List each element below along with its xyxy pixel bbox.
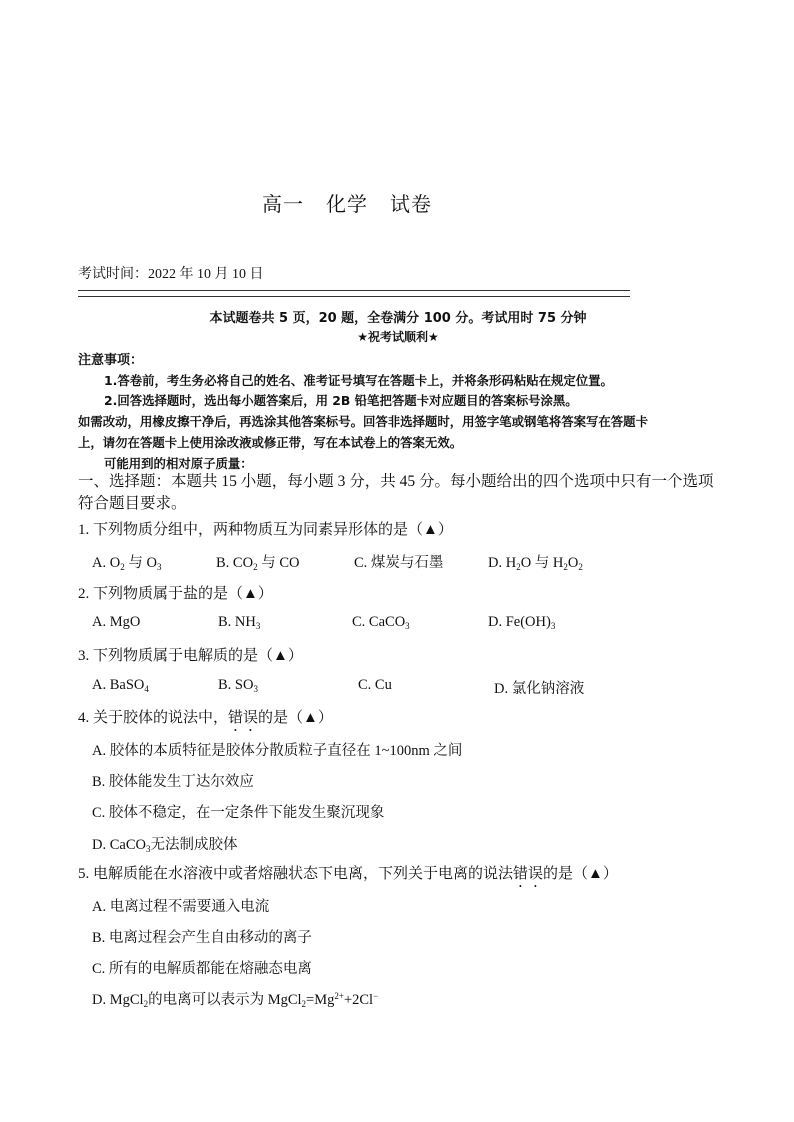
q4-option-d: D. CaCO$_3$无法制成胶体 [92, 837, 238, 854]
q1-option-d: D. $H_2O$ 与 $H_2O_2$ [488, 555, 583, 572]
exam-time: 考试时间：2022 年 10 月 10 日 [78, 267, 264, 282]
q4-option-a: A. 胶体的本质特征是胶体分散质粒子直径在 1~100nm 之间 [92, 743, 463, 759]
q5-option-b: B. 电离过程会产生自由移动的离子 [92, 930, 312, 946]
option-text: 无法制成胶体 [150, 837, 238, 853]
title-part: 高一 [262, 194, 304, 216]
question-5-stem [78, 862, 618, 891]
question-1-stem: 1. 下列物质分组中，两种物质互为同素异形体的是（▲） [78, 522, 453, 538]
question-3-stem: 3. 下列物质属于电解质的是（▲） [78, 648, 303, 664]
q1-option-c: C. 煤炭与石墨 [354, 555, 444, 571]
q5-option-a: A. 电离过程不需要通入电流 [92, 899, 270, 915]
question-2-stem: 2. 下列物质属于盐的是（▲） [78, 586, 273, 602]
q3-option-a: A. BaSO$_4$ [92, 677, 149, 694]
notice-line: 上，请勿在答题卡上使用涂改液或修正带，写在本试卷上的答案无效。 [78, 435, 463, 450]
emphasis-text: 错误 [228, 710, 259, 726]
stem-text: 5. 电解质能在水溶液中或者熔融状态下电离，下列关于电离的说法 [78, 866, 514, 882]
q2-option-a: A. MgO [92, 614, 141, 630]
stem-text: 的是（▲） [543, 866, 618, 882]
title-part: 化学 [326, 194, 368, 216]
q4-option-c: C. 胶体不稳定，在一定条件下能发生聚沉现象 [92, 805, 385, 821]
emphasis-text: 错误 [513, 866, 544, 882]
q1-option-a: A. $O_2$ 与 $O_3$ [92, 555, 162, 572]
notice-heading: 注意事项： [78, 353, 144, 368]
stem-text: 4. 关于胶体的说法中， [78, 710, 229, 726]
exam-info: 本试题卷共 5 页，20 题，全卷满分 100 分。考试用时 75 分钟 [209, 311, 587, 326]
notice-line: 1.答卷前，考生务必将自己的姓名、准考证号填写在答题卡上，并将条形码粘贴在规定位置。 [104, 373, 613, 388]
stem-text: 的是（▲） [258, 710, 333, 726]
q3-option-b: B. $SO_3$ [218, 677, 258, 694]
option-text: D. MgCl [92, 992, 144, 1008]
option-text: 的电离可以表示为 MgCl [148, 992, 302, 1008]
good-luck-note: ★祝考试顺利★ [357, 330, 439, 344]
notice-line: 可能用到的相对原子质量： [104, 456, 253, 471]
q2-option-d: D. $Fe(OH)_3$ [488, 614, 556, 631]
q1-option-b: B. $CO_2$ 与 CO [216, 555, 300, 572]
q4-option-b: B. 胶体能发生丁达尔效应 [92, 774, 254, 790]
notice-line: 2.回答选择题时，选出每小题答案后，用 2B 铅笔把答题卡对应题目的答案标号涂黑。 [104, 393, 578, 408]
section-heading: 一、选择题：本题共 15 小题，每小题 3 分，共 45 分。每小题给出的四个选项中只有一个选项符合题目要求。 [78, 473, 714, 512]
q3-option-c: C. Cu [358, 677, 392, 693]
notice-line: 如需改动，用橡皮擦干净后，再选涂其他答案标号。回答非选择题时，用签字笔或钢笔将答案写在答题卡 [78, 414, 648, 429]
q2-option-b: B. $NH_3$ [218, 614, 261, 631]
q5-option-d: D. MgCl$_2$的电离可以表示为 $MgCl_2=Mg^{2+}+2Cl^-$ [92, 991, 379, 1009]
page-title [0, 188, 694, 217]
double-rule-divider [78, 290, 630, 297]
q5-option-c: C. 所有的电解质都能在熔融态电离 [92, 961, 312, 977]
q3-option-d: D. 氯化钠溶液 [494, 681, 585, 697]
title-part: 试卷 [390, 194, 432, 216]
question-4-stem [78, 706, 333, 735]
q2-option-c: C. CaCO$_3$ [352, 614, 410, 631]
